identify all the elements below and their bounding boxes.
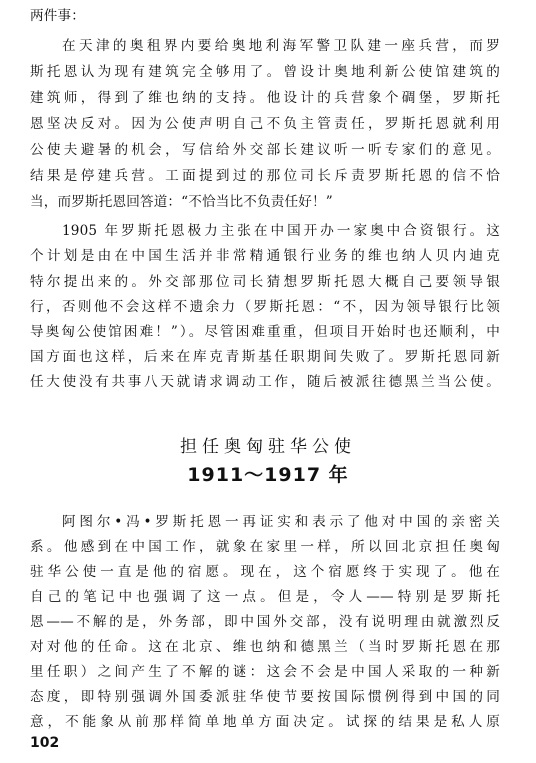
text-line: 当，而罗斯托恩回答道：“不恰当比不负责任好！” bbox=[30, 194, 333, 210]
text-line: 斯托恩认为现有建筑完全够用了。曾设计奥地利新公使馆建筑的 bbox=[30, 64, 500, 80]
text-line: 对对他的任命。这在北京、维也纳和德黑兰（当时罗斯托恩在那 bbox=[30, 639, 500, 655]
text-line: 意，不能象从前那样简单地单方面决定。试探的结果是私人原 bbox=[30, 714, 500, 730]
text-line: 导奥匈公使馆困难！”）。尽管困难重重，但项目开始时也还顺利，中 bbox=[30, 324, 500, 340]
text-line: 公使夫避暑的机会，写信给外交部长建议听一听专家们的意见。 bbox=[30, 142, 500, 158]
text-line: 系。他感到在中国工作，就象在家里一样，所以回北京担任奥匈 bbox=[30, 539, 500, 555]
page-number: 102 bbox=[30, 735, 60, 751]
text-line: 结果是停建兵营。工面提到过的那位司长斥责罗斯托恩的信不恰 bbox=[30, 168, 500, 184]
text-line: 建筑师，得到了维也纳的支持。他设计的兵营象个碉堡，罗斯托 bbox=[30, 90, 500, 106]
text-line: 特尔提出来的。外交部那位司长猜想罗斯托恩大概自己要领导银 bbox=[30, 274, 500, 290]
text-line: 在天津的奥租界内要给奥地利海军警卫队建一座兵营，而罗 bbox=[62, 38, 500, 54]
text-line: 1905 年罗斯托恩极力主张在中国开办一家奥中合资银行。这 bbox=[62, 223, 500, 239]
text-line: 国方面也这样，后来在库克青斯基任职期间失败了。罗斯托恩同新 bbox=[30, 349, 500, 365]
text-line: 态度，即特别强调外国委派驻华使节要按国际惯例得到中国的同 bbox=[30, 689, 500, 705]
text-line: 恩——不解的是，外务部，即中国外交部，没有说明理由就激烈反 bbox=[30, 614, 500, 630]
text-line: 个计划是由在中国生活并非常精通银行业务的维也纳人贝内迪克 bbox=[30, 248, 500, 264]
text-line: 里任职）之间产生了不解的谜：这会不会是中国人采取的一种新 bbox=[30, 664, 500, 680]
text-line: 任大使没有共事八天就请求调动工作，随后被派往德黑兰当公使。 bbox=[30, 374, 500, 390]
text-line: 自己的笔记中也强调了这一点。但是，令人——特别是罗斯托 bbox=[30, 589, 500, 605]
section-years: 1911～1917 年 bbox=[187, 464, 349, 486]
text-line: 恩坚决反对。因为公使声明自己不负主管责任，罗斯托恩就利用 bbox=[30, 116, 500, 132]
text-line: 阿图尔•冯•罗斯托恩一再证实和表示了他对中国的亲密关 bbox=[62, 514, 500, 530]
text-line: 行，否则他不会这样不遗余力（罗斯托恩：“不，因为领导银行比领 bbox=[30, 299, 500, 315]
text-line: 两件事： bbox=[30, 8, 85, 24]
text-line: 驻华公使一直是他的宿愿。现在，这个宿愿终于实现了。他在 bbox=[30, 564, 500, 580]
section-heading: 担任奥匈驻华公使 bbox=[180, 437, 356, 457]
